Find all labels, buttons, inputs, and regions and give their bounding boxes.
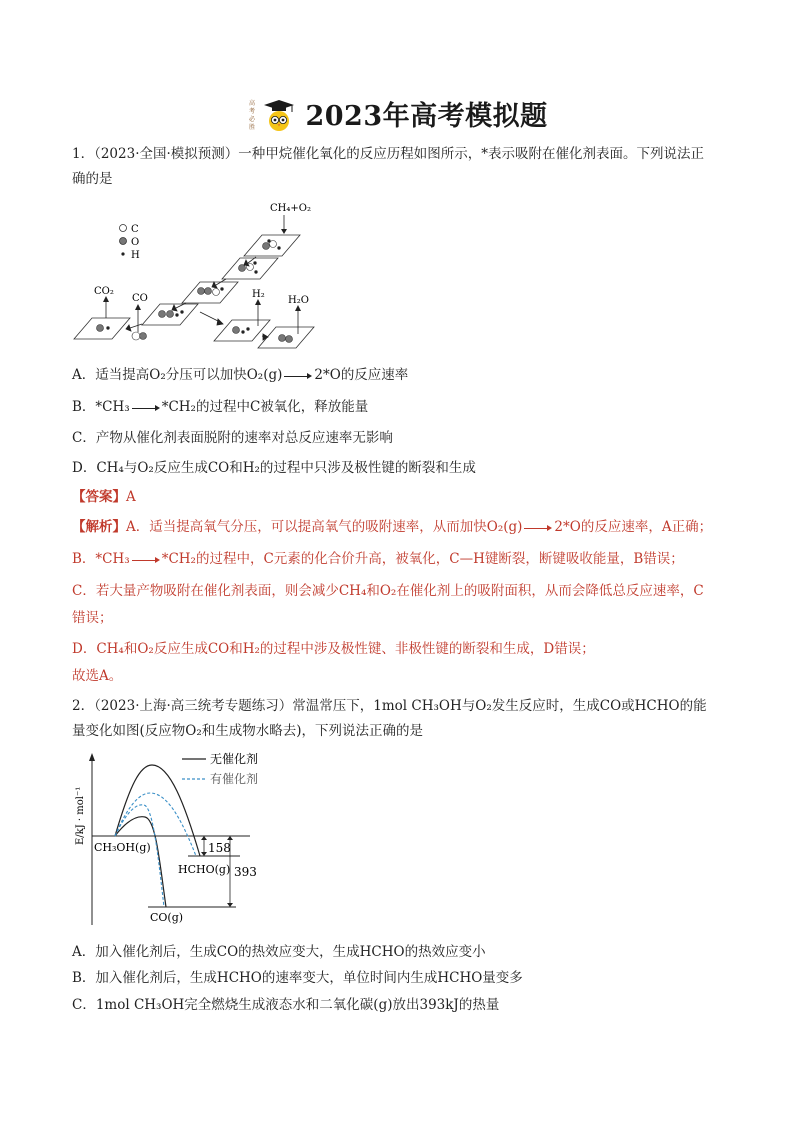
svg-text:高: 高 [249, 99, 256, 107]
svg-text:必: 必 [249, 115, 256, 123]
page-title: 2023年高考模拟题 [305, 101, 548, 132]
q1-analysis-a: 【解析】A．适当提高氧气分压，可以提高氧气的吸附速率，从而加快O₂(g) 2*O的反应速率，A正确； [72, 519, 713, 535]
q1-option-d: D．CH₄与O₂反应生成CO和H₂的过程中只涉及极性键的断裂和生成 [72, 460, 476, 476]
legend-h-label: H [131, 250, 140, 261]
reaction-arrow-icon [524, 523, 552, 533]
legend-c-symbol [120, 225, 127, 232]
legend-o-symbol [120, 238, 127, 245]
q1-stem-line1: 1．（2023·全国·模拟预测）一种甲烷催化氧化的反应历程如图所示，*表示吸附在催化剂表面。下列说法正 [72, 146, 705, 162]
q1-answer: 【答案】A [72, 489, 136, 505]
q1-option-b: B．*CH₃ *CH₂的过程中C被氧化，释放能量 [72, 399, 369, 415]
legend-with-catalyst: 有催化剂 [210, 772, 259, 786]
q2-stem-line1: 2．（2023·上海·高三统考专题练习）常温常压下，1mol CH₃OH与O₂发生反应时，生成CO或HCHO的能 [72, 698, 707, 714]
legend-c-label: C [131, 224, 139, 235]
legend-no-catalyst: 无催化剂 [210, 752, 259, 766]
h2-label: H₂ [252, 289, 265, 300]
y-axis-label: E/kJ · mol⁻¹ [75, 786, 86, 845]
reaction-arrow-icon [132, 403, 160, 413]
co2-label: CO₂ [94, 286, 114, 297]
q1-analysis-b: B．*CH₃ *CH₂的过程中，C元素的化合价升高，被氧化，C—H键断裂，断键吸收能量，B错误； [72, 551, 684, 567]
curve-no-catalyst-co [115, 817, 166, 907]
ch3oh-label: CH₃OH(g) [94, 841, 151, 854]
q1-reaction-figure [70, 196, 360, 356]
svg-text:考: 考 [249, 107, 256, 115]
q2-option-b: B．加入催化剂后，生成HCHO的速率变大，单位时间内生成HCHO量变多 [72, 970, 523, 986]
q2-stem-line2: 量变化如图(反应物O₂和生成物水略去)，下列说法正确的是 [72, 723, 424, 739]
co-label: CO [132, 293, 148, 304]
reactant-label: CH₄+O₂ [270, 203, 311, 214]
q2-energy-diagram [70, 745, 310, 930]
svg-text:胜: 胜 [249, 123, 256, 131]
q1-analysis-c-cont: 错误； [72, 610, 113, 626]
q2-option-c: C．1mol CH₃OH完全燃烧生成液态水和二氧化碳(g)放出393kJ的热量 [72, 997, 500, 1013]
legend-h-symbol [121, 252, 124, 255]
reaction-arrow-icon [132, 555, 160, 565]
q1-analysis-d: D．CH₄和O₂反应生成CO和H₂的过程中涉及极性键、非极性键的断裂和生成，D错误； [72, 641, 595, 657]
q1-conclusion: 故选A。 [72, 668, 123, 684]
co-level-label: CO(g) [150, 911, 184, 924]
page-header [0, 94, 794, 133]
q2-option-a: A．加入催化剂后，生成CO的热效应变大，生成HCHO的热效应变小 [72, 944, 486, 960]
q1-stem-line2: 确的是 [72, 171, 113, 187]
reaction-arrow-icon [284, 371, 312, 381]
value-393: 393 [234, 865, 257, 879]
q1-option-c: C．产物从催化剂表面脱附的速率对总反应速率无影响 [72, 430, 393, 446]
owl-logo-icon [246, 96, 298, 132]
h2o-label: H₂O [288, 295, 309, 306]
hcho-label: HCHO(g) [178, 863, 231, 876]
q1-option-a: A．适当提高O₂分压可以加快O₂(g) 2*O的反应速率 [72, 367, 409, 383]
legend-o-label: O [131, 237, 140, 248]
value-158: 158 [208, 841, 231, 855]
q1-analysis-c: C．若大量产物吸附在催化剂表面，则会减少CH₄和O₂在催化剂上的吸附面积，从而会降低总反应速率，C [72, 583, 704, 599]
